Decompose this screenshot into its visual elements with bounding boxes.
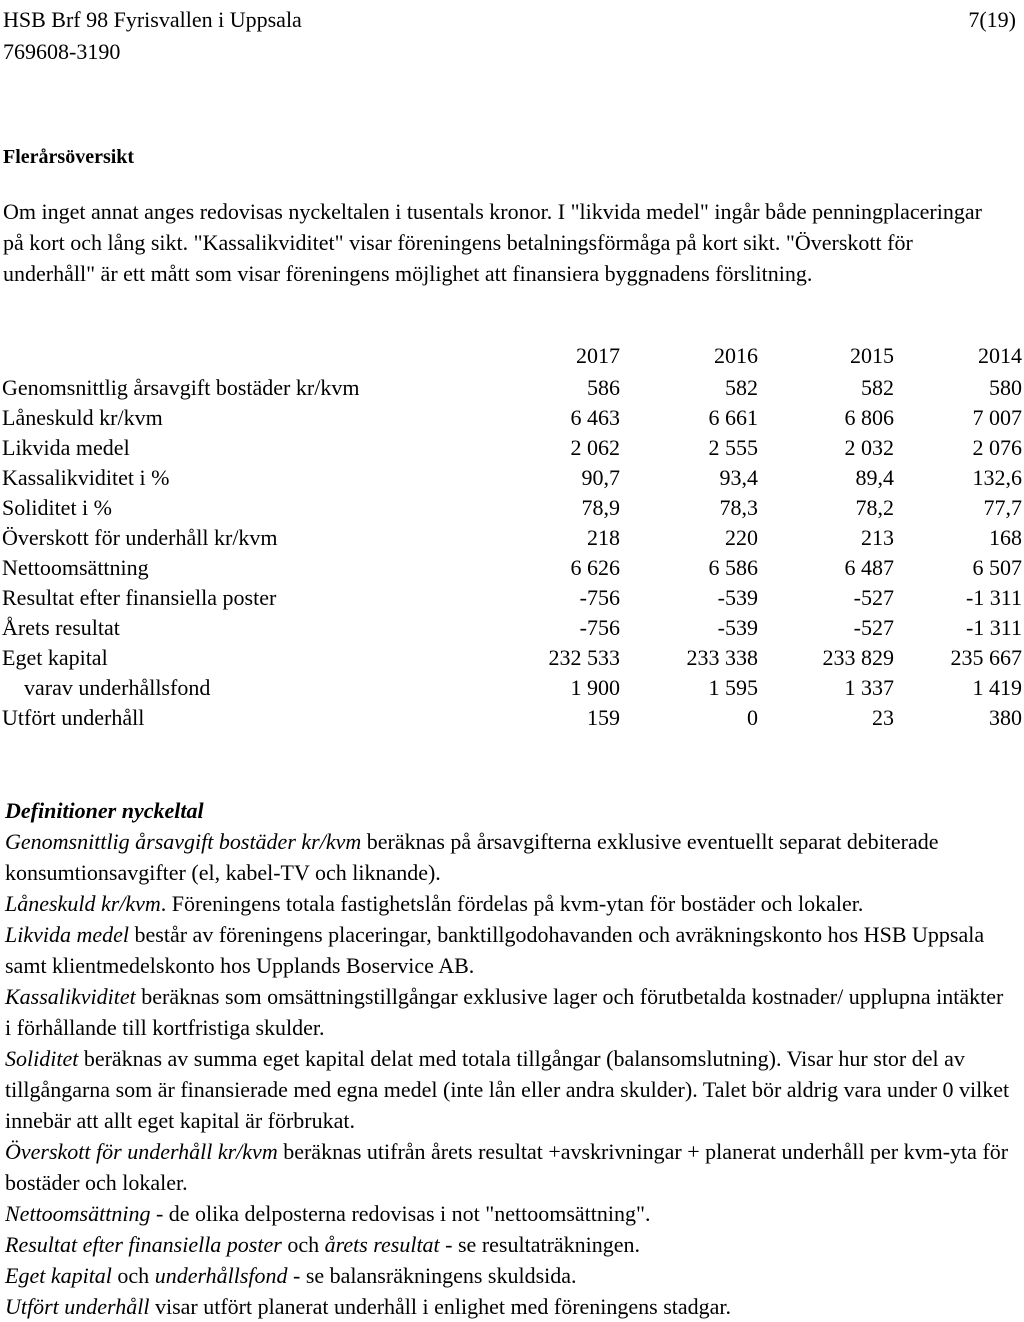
definition-item bbox=[5, 888, 1010, 919]
table-row bbox=[0, 643, 1022, 673]
definition-term: Genomsnittlig årsavgift bostäder kr/kvm bbox=[5, 829, 362, 854]
header-organization bbox=[3, 4, 302, 68]
table-row bbox=[0, 523, 1022, 553]
row-value: -1 311 bbox=[965, 585, 1022, 610]
row-value: 2 062 bbox=[570, 435, 620, 460]
row-label: Låneskuld kr/kvm bbox=[2, 405, 163, 430]
row-value: 78,2 bbox=[855, 495, 894, 520]
key-figures-table bbox=[0, 339, 1022, 733]
row-value: 220 bbox=[725, 525, 758, 550]
definition-item bbox=[5, 919, 1010, 981]
definition-item bbox=[5, 1043, 1010, 1136]
row-label: Likvida medel bbox=[2, 435, 130, 460]
row-value: 6 586 bbox=[708, 555, 758, 580]
intro-paragraph: Om inget annat anges redovisas nyckeltalen i tusentals kronor. I "likvida medel" ingår både penningplaceringar på kort och lång sikt. "Kassalikviditet" visar föreningens betalningsförmåga på kort sikt. "Överskott för underhåll" är ett mått som visar föreningens möjlighet att finansiera byggnadens förslitning. bbox=[3, 199, 982, 286]
definition-item bbox=[5, 1260, 1010, 1291]
table-row bbox=[0, 703, 1022, 733]
definition-term: årets resultat bbox=[324, 1232, 440, 1257]
table-header-row bbox=[0, 339, 1022, 373]
row-value: 1 337 bbox=[844, 675, 894, 700]
row-value: 233 338 bbox=[686, 645, 758, 670]
row-value: 1 419 bbox=[972, 675, 1022, 700]
row-value: -527 bbox=[853, 615, 894, 640]
row-value: 380 bbox=[989, 705, 1022, 730]
row-label: Genomsnittlig årsavgift bostäder kr/kvm bbox=[2, 375, 360, 400]
table-row bbox=[0, 493, 1022, 523]
definition-item bbox=[5, 1198, 1010, 1229]
year-header: 2017 bbox=[576, 343, 620, 368]
row-value: 132,6 bbox=[972, 465, 1022, 490]
definition-item bbox=[5, 1229, 1010, 1260]
definition-term: Resultat efter finansiella poster bbox=[5, 1232, 282, 1257]
definition-item bbox=[5, 1291, 1010, 1322]
row-value: 89,4 bbox=[855, 465, 894, 490]
row-value: 582 bbox=[725, 375, 758, 400]
row-value: 1 595 bbox=[708, 675, 758, 700]
row-value: -756 bbox=[579, 585, 620, 610]
definitions-title: Definitioner nyckeltal bbox=[5, 798, 204, 823]
row-value: 582 bbox=[861, 375, 894, 400]
table-row bbox=[0, 673, 1022, 703]
definition-term: underhållsfond bbox=[154, 1263, 288, 1288]
row-value: -527 bbox=[853, 585, 894, 610]
row-value: 2 032 bbox=[844, 435, 894, 460]
definition-text: beräknas på årsavgifterna exklusive eventuellt separat debiterade konsumtionsavgifter (el, kabel-TV och liknande). bbox=[5, 829, 939, 885]
row-value: -1 311 bbox=[965, 615, 1022, 640]
definition-term: Nettoomsättning bbox=[5, 1201, 151, 1226]
row-value: 1 900 bbox=[570, 675, 620, 700]
definition-text: visar utfört planerat underhåll i enlighet med föreningens stadgar. bbox=[149, 1294, 732, 1319]
year-header: 2014 bbox=[978, 343, 1022, 368]
organization-name: HSB Brf 98 Fyrisvallen i Uppsala bbox=[3, 7, 302, 32]
row-value: -756 bbox=[579, 615, 620, 640]
definition-text: beräknas som omsättningstillgångar exklusive lager och förutbetalda kostnader/ upplupna intäkter i förhållande till kortfristiga skulder. bbox=[5, 984, 1004, 1040]
definition-term: Kassalikviditet bbox=[5, 984, 136, 1009]
definition-term: Låneskuld kr/kvm bbox=[5, 891, 161, 916]
section-title: Flerårsöversikt bbox=[3, 146, 135, 168]
row-value: 235 667 bbox=[950, 645, 1022, 670]
definition-text: beräknas av summa eget kapital delat med totala tillgångar (balansomslutning). Visar hur stor del av tillgångarna som är finansierade med egna medel (inte lån eller andra skulder). Talet bör aldrig vara under 0 vilket innebär att allt eget kapital är förbrukat. bbox=[5, 1046, 1010, 1133]
row-value: 213 bbox=[861, 525, 894, 550]
row-value: 7 007 bbox=[972, 405, 1022, 430]
page-number: 7(19) bbox=[968, 7, 1016, 32]
row-value: 0 bbox=[747, 705, 758, 730]
row-value: 6 626 bbox=[570, 555, 620, 580]
row-label: varav underhållsfond bbox=[24, 675, 211, 700]
table-row bbox=[0, 613, 1022, 643]
table-row bbox=[0, 403, 1022, 433]
row-value: 218 bbox=[587, 525, 620, 550]
year-header: 2016 bbox=[714, 343, 758, 368]
row-value: 93,4 bbox=[719, 465, 758, 490]
row-label: Överskott för underhåll kr/kvm bbox=[2, 525, 278, 550]
row-value: 78,3 bbox=[719, 495, 758, 520]
row-value: 232 533 bbox=[548, 645, 620, 670]
definition-term: Soliditet bbox=[5, 1046, 79, 1071]
row-value: 586 bbox=[587, 375, 620, 400]
row-label: Kassalikviditet i % bbox=[2, 465, 170, 490]
definition-item bbox=[5, 826, 1010, 888]
row-value: 78,9 bbox=[581, 495, 620, 520]
row-value: 6 661 bbox=[708, 405, 758, 430]
year-header: 2015 bbox=[850, 343, 894, 368]
row-value: 2 555 bbox=[708, 435, 758, 460]
header-empty-cell bbox=[0, 339, 502, 373]
row-label: Resultat efter finansiella poster bbox=[2, 585, 277, 610]
table-row bbox=[0, 583, 1022, 613]
definition-text: - se resultaträkningen. bbox=[439, 1232, 641, 1257]
table-row bbox=[0, 553, 1022, 583]
row-label: Nettoomsättning bbox=[2, 555, 149, 580]
definition-term: Överskott för underhåll kr/kvm bbox=[5, 1139, 278, 1164]
table-row bbox=[0, 373, 1022, 403]
definition-term: Utfört underhåll bbox=[5, 1294, 150, 1319]
definition-item bbox=[5, 1136, 1010, 1198]
row-value: 23 bbox=[872, 705, 894, 730]
row-value: 90,7 bbox=[581, 465, 620, 490]
row-value: 6 806 bbox=[844, 405, 894, 430]
row-value: 168 bbox=[989, 525, 1022, 550]
row-label: Soliditet i % bbox=[2, 495, 112, 520]
row-value: -539 bbox=[717, 585, 758, 610]
row-value: 6 487 bbox=[844, 555, 894, 580]
organization-number: 769608-3190 bbox=[3, 39, 121, 64]
definition-term: Likvida medel bbox=[5, 922, 130, 947]
definition-text: . Föreningens totala fastighetslån fördelas på kvm-ytan för bostäder och lokaler. bbox=[160, 891, 864, 916]
definition-text: består av föreningens placeringar, banktillgodohavanden och avräkningskonto hos HSB Uppsala samt klientmedelskonto hos Upplands Boservice AB. bbox=[5, 922, 985, 978]
row-value: 580 bbox=[989, 375, 1022, 400]
definition-text: beräknas utifrån årets resultat +avskrivningar + planerat underhåll per kvm-yta för bostäder och lokaler. bbox=[5, 1139, 1009, 1195]
row-value: 2 076 bbox=[972, 435, 1022, 460]
row-value: 77,7 bbox=[983, 495, 1022, 520]
definition-connector: och bbox=[281, 1232, 325, 1257]
definition-item bbox=[5, 981, 1010, 1043]
table-row bbox=[0, 463, 1022, 493]
definition-term: Eget kapital bbox=[5, 1263, 112, 1288]
row-label: Eget kapital bbox=[2, 645, 108, 670]
row-value: 159 bbox=[587, 705, 620, 730]
row-value: 6 463 bbox=[570, 405, 620, 430]
definition-text: - se balansräkningens skuldsida. bbox=[287, 1263, 577, 1288]
definition-connector: och bbox=[111, 1263, 155, 1288]
row-label: Utfört underhåll bbox=[2, 705, 145, 730]
table-row bbox=[0, 433, 1022, 463]
row-value: -539 bbox=[717, 615, 758, 640]
row-label: Årets resultat bbox=[2, 615, 120, 640]
row-value: 233 829 bbox=[822, 645, 894, 670]
row-value: 6 507 bbox=[972, 555, 1022, 580]
definition-text: - de olika delposterna redovisas i not "nettoomsättning". bbox=[150, 1201, 651, 1226]
definitions-section bbox=[5, 795, 1010, 1322]
